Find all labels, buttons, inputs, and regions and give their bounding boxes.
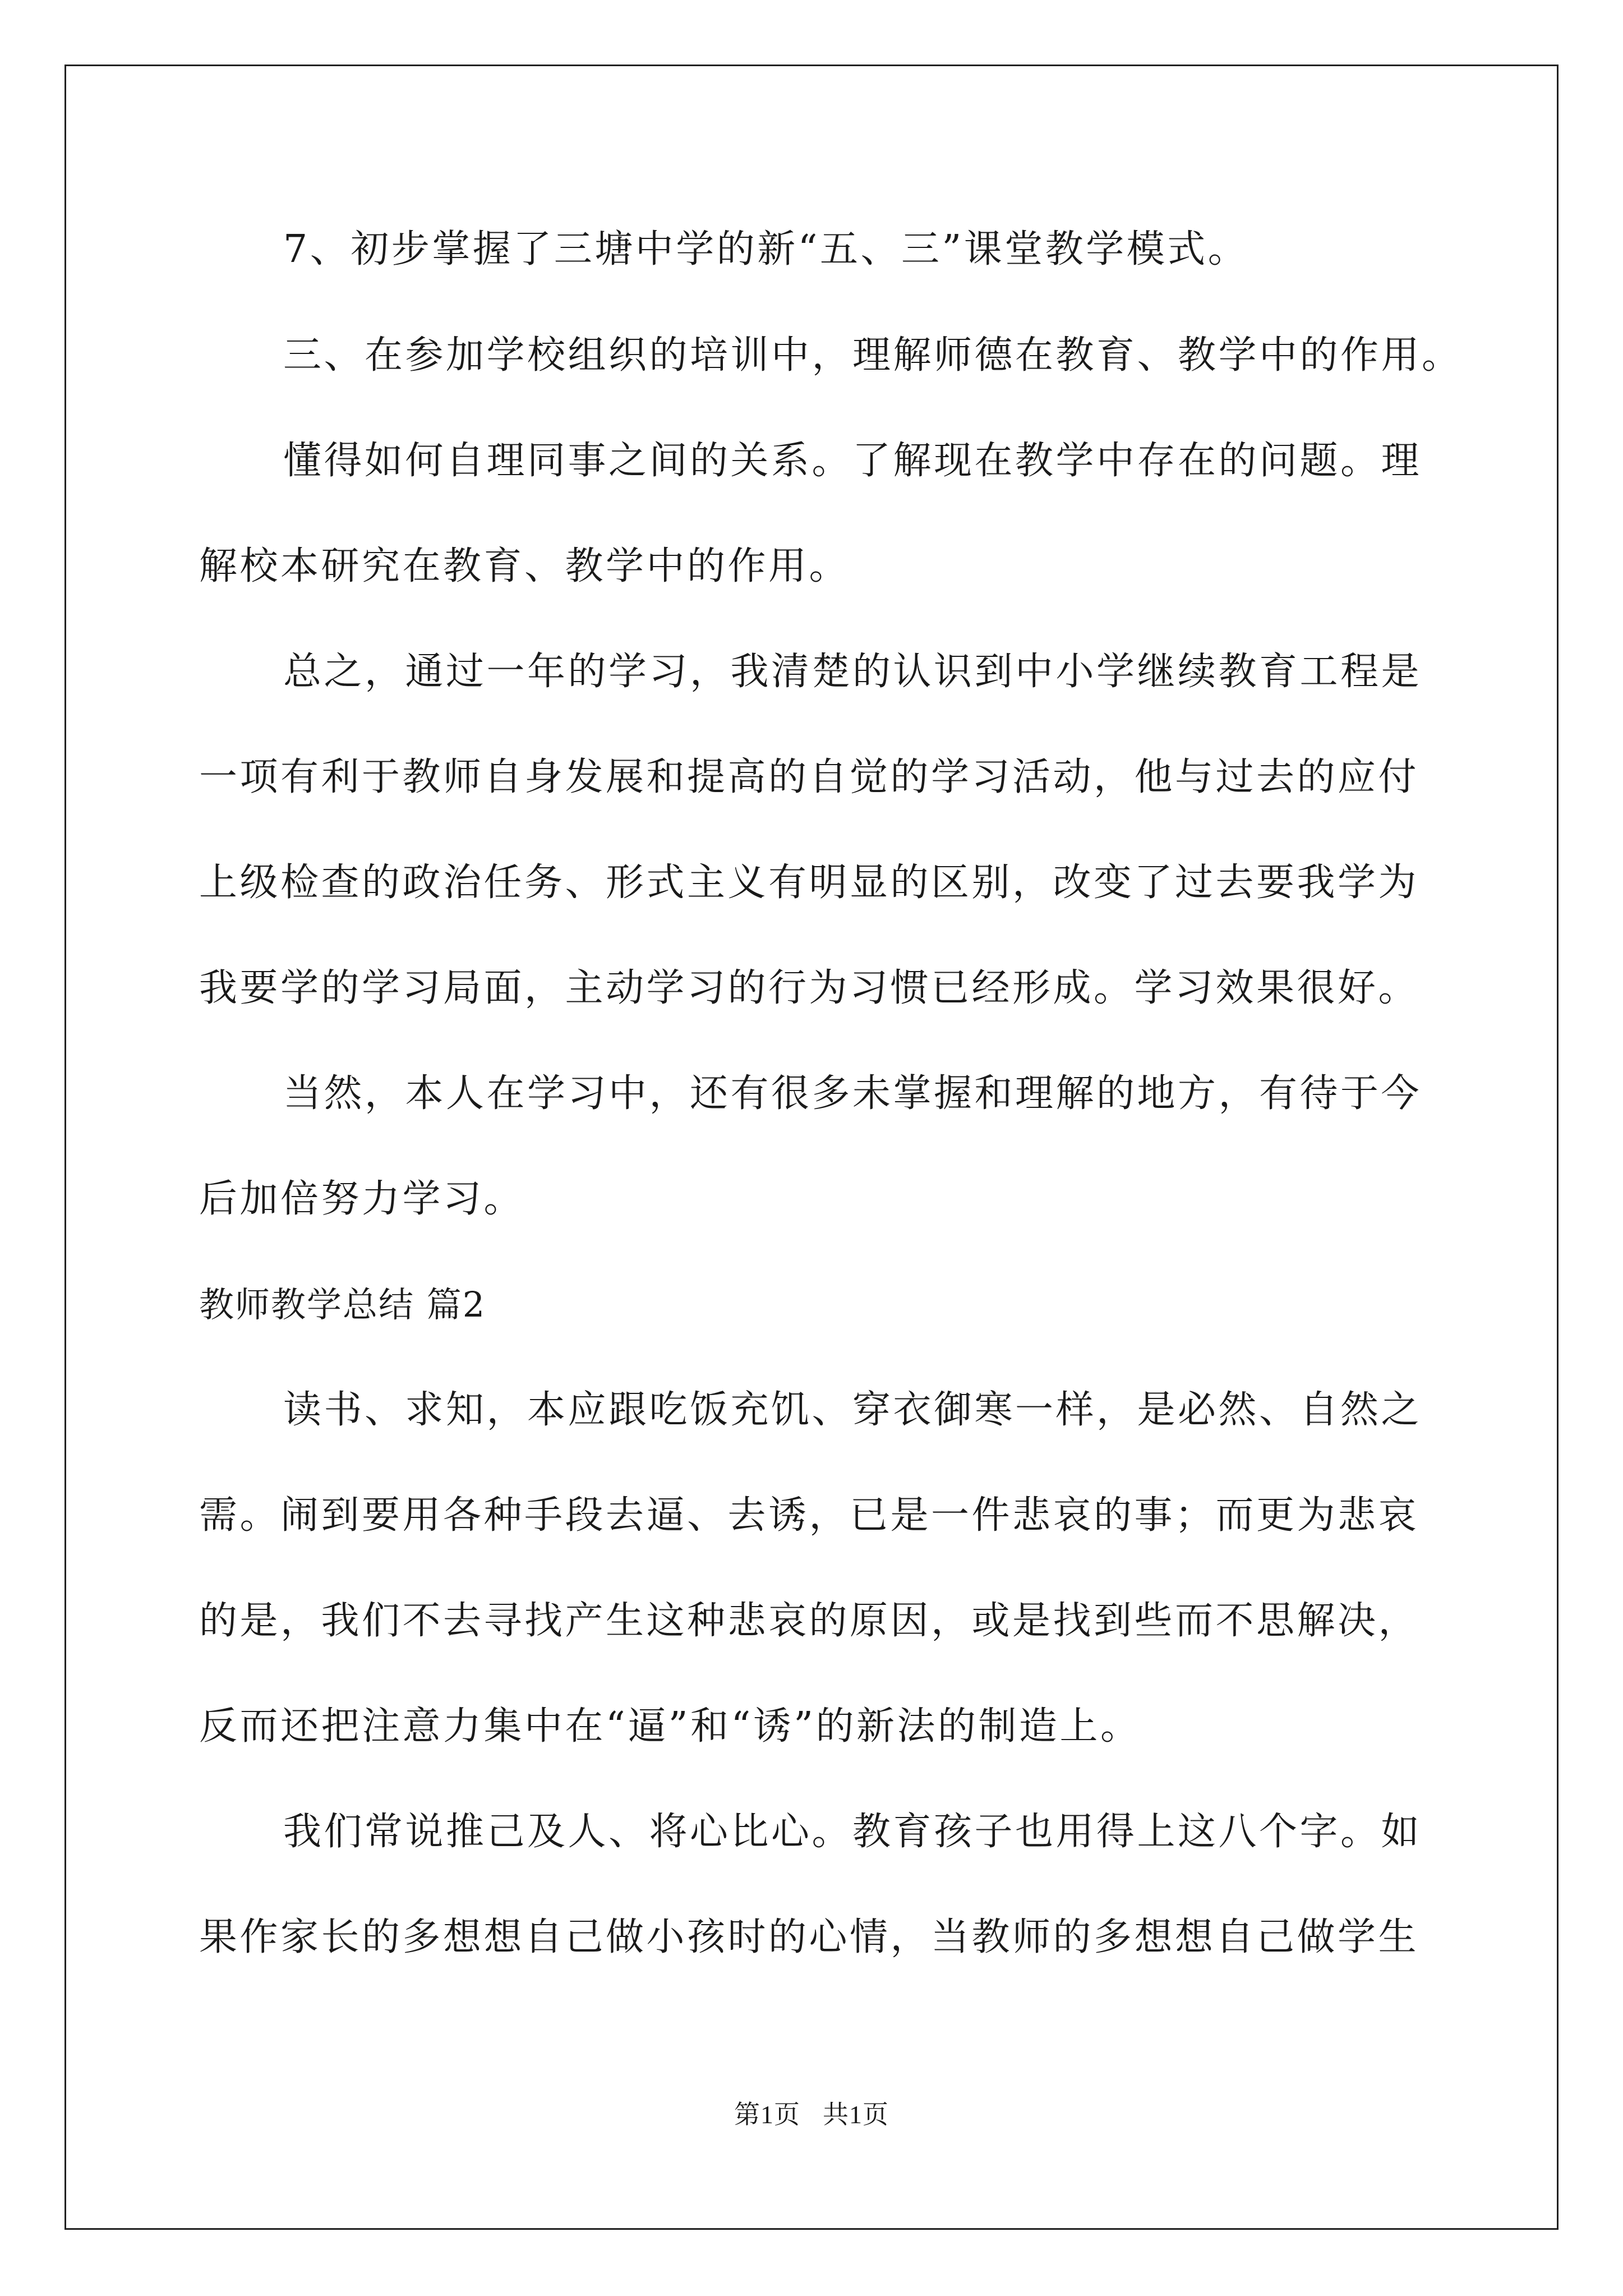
text-line: 需。闹到要用各种手段去逼、去诱，已是一件悲哀的事；而更为悲哀 [199,1493,1419,1538]
text-line: 果作家长的多想想自己做小孩时的心情，当教师的多想想自己做学生 [199,1915,1419,1959]
text-line: 读书、求知，本应跟吃饭充饥、穿衣御寒一样，是必然、自然之 [283,1388,1422,1432]
text-line: 7、初步掌握了三塘中学的新“五、三”课堂教学模式。 [283,227,1249,272]
page-footer [0,2098,1623,2132]
text-line: 我们常说推己及人、将心比心。教育孩子也用得上这八个字。如 [283,1810,1422,1854]
text-line: 我要学的学习局面，主动学习的行为习惯已经形成。学习效果很好。 [199,966,1419,1010]
text-line: 当然，本人在学习中，还有很多未掌握和理解的地方，有待于今 [283,1071,1422,1116]
text-line: 一项有利于教师自身发展和提高的自觉的学习活动，他与过去的应付 [199,755,1419,799]
text-line: 懂得如何自理同事之间的关系。了解现在教学中存在的问题。理 [283,439,1422,483]
section-heading: 教师教学总结 篇2 [199,1284,486,1325]
text-line: 反而还把注意力集中在“逼”和“诱”的新法的制造上。 [199,1704,1141,1749]
text-line: 三、在参加学校组织的培训中，理解师德在教育、教学中的作用。 [283,333,1463,378]
page-total: 共1页 [823,2100,889,2129]
text-line: 解校本研究在教育、教学中的作用。 [199,544,850,588]
page-number: 第1页 [734,2100,800,2129]
text-line: 总之，通过一年的学习，我清楚的认识到中小学继续教育工程是 [283,650,1422,694]
text-line: 上级检查的政治任务、形式主义有明显的区别，改变了过去要我学为 [199,861,1419,905]
page-border [64,65,1559,2230]
text-line: 的是，我们不去寻找产生这种悲哀的原因，或是找到些而不思解决， [199,1599,1419,1643]
text-line: 后加倍努力学习。 [199,1177,525,1221]
